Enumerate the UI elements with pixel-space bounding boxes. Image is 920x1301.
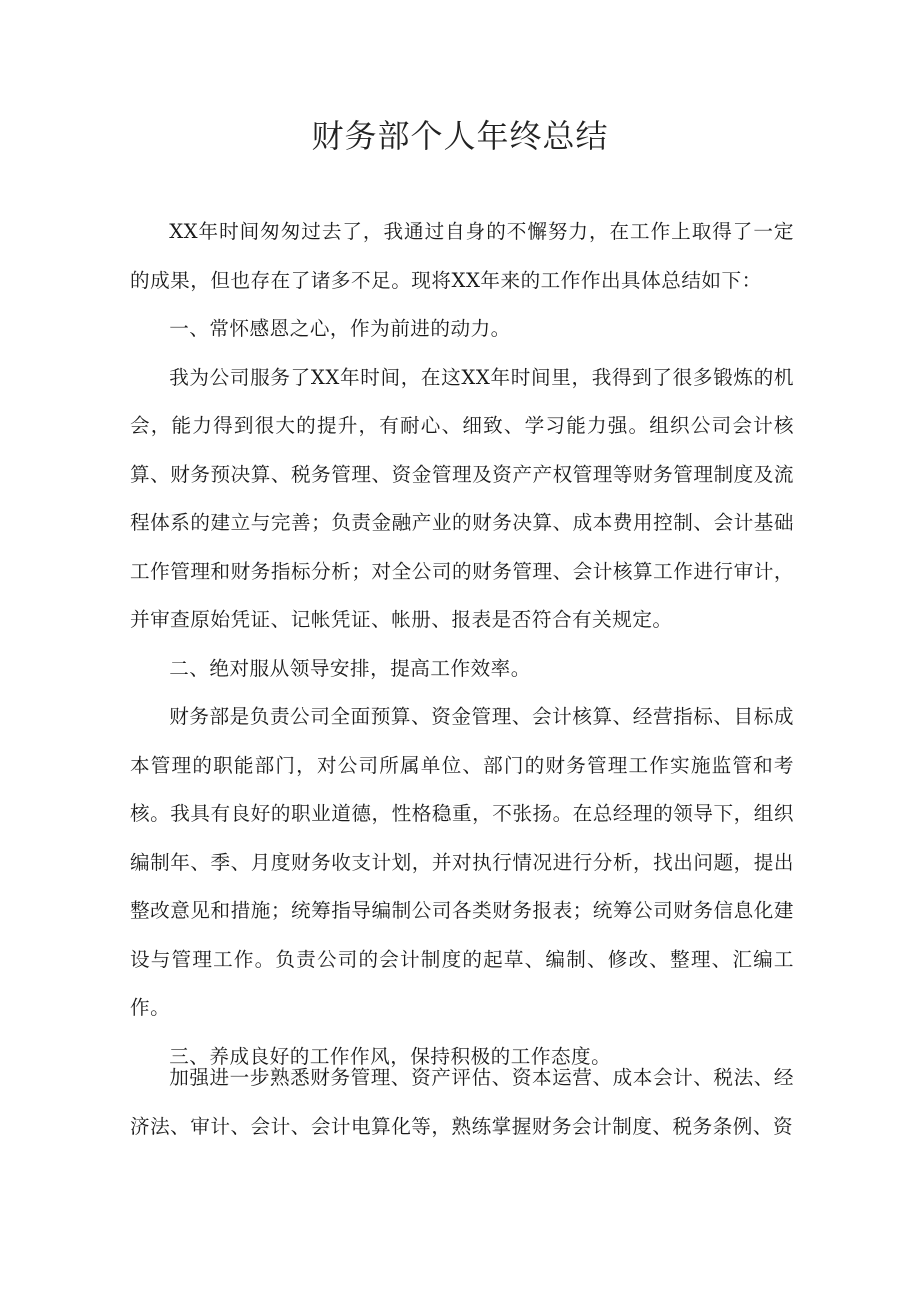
section-heading-3: 三、养成良好的工作作风，保持积极的工作态度。 [169, 1044, 612, 1068]
section-paragraph-2: 财务部是负责公司全面预算、资金管理、会计核算、经营指标、目标成本管理的职能部门，对公司所属单位、部门的财务管理工作实施监管和考核。我具有良好的职业道德，性格稳重，不张扬。在总经理的领导下，组织编制年、季、月度财务收支计划，并对执行情况进行分析，找出问题，提出整改意见和措施；统筹指导编制公司各类财务报表；统筹公司财务信息化建设与管理工作。负责公司的会计制度的起草、编制、修改、整理、汇编工作。 [130, 705, 794, 1019]
section-heading-2: 二、绝对服从领导安排，提高工作效率。 [169, 656, 531, 680]
section-paragraph-1: 我为公司服务了XX年时间，在这XX年时间里，我得到了很多锻炼的机会，能力得到很大的提升，有耐心、细致、学习能力强。组织公司会计核算、财务预决算、税务管理、资金管理及资产产权管理等财务管理制度及流程体系的建立与完善；负责金融产业的财务决算、成本费用控制、会计基础工作管理和财务指标分析；对全公司的财务管理、会计核算工作进行审计，并审查原始凭证、记帐凭证、帐册、报表是否符合有关规定。 [130, 365, 794, 631]
document-body [130, 208, 794, 1081]
section-paragraph-3: 加强进一步熟悉财务管理、资产评估、资本运营、成本会计、税法、经济法、审计、会计、会计电算化等，熟练掌握财务会计制度、税务条例、资 [130, 1066, 794, 1138]
section-heading-1: 一、常怀感恩之心，作为前进的动力。 [169, 317, 511, 340]
document-body-continued [130, 1054, 794, 1151]
intro-paragraph: XX年时间匆匆过去了，我通过自身的不懈努力，在工作上取得了一定的成果，但也存在了诸多不足。现将XX年来的工作作出具体总结如下： [130, 220, 794, 292]
document-title: 财务部个人年终总结 [311, 117, 609, 155]
